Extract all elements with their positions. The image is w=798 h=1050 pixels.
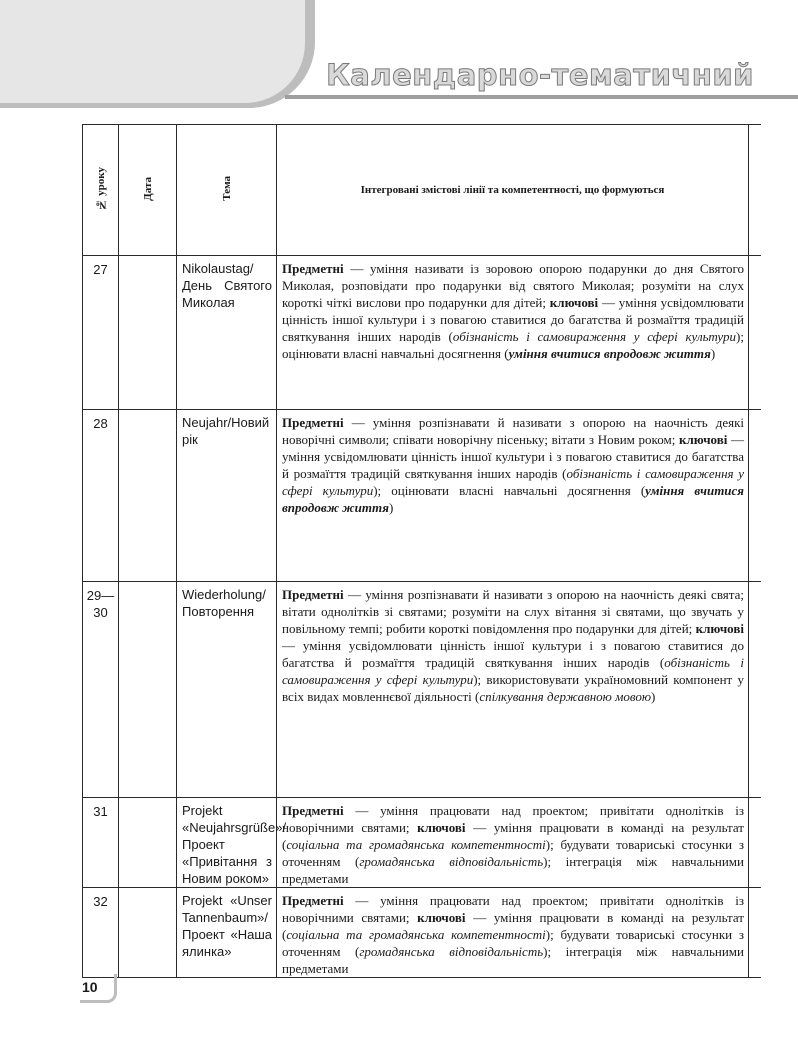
skill-term-bold: ключові xyxy=(417,820,466,835)
skill-term-bold: ключові xyxy=(678,432,728,447)
skill-text: ) xyxy=(651,689,656,704)
lesson-extra xyxy=(749,582,761,798)
skill-competence-italic: громадянська відповідальність xyxy=(359,944,544,959)
table-header-row xyxy=(83,125,761,256)
skill-text: — уміння розпізнавати й називати з опорою на наочність деякі новорічні символи; співати новорічну пісеньку; вітати з Новим роком; xyxy=(282,415,744,447)
lesson-extra xyxy=(749,410,761,582)
header-rule xyxy=(285,95,798,99)
lesson-date xyxy=(119,582,177,798)
lesson-date xyxy=(119,888,177,978)
lesson-number: 31 xyxy=(83,798,119,888)
skill-competence-italic: обізнаність і самовираження у сфері культури xyxy=(282,466,744,498)
column-header-extra xyxy=(749,125,761,256)
skill-text: ) xyxy=(710,346,716,361)
table-row xyxy=(83,582,761,798)
table-row xyxy=(83,410,761,582)
lesson-skills xyxy=(277,410,749,582)
lesson-skills xyxy=(277,256,749,410)
skill-term-bold: Предметні xyxy=(282,261,344,276)
skill-text: ); оцінювати власні навчальні досягнення ( xyxy=(282,329,744,361)
skill-competence-italic: обізнаність і самовираження у сфері культури xyxy=(282,655,744,687)
lesson-date xyxy=(119,798,177,888)
skill-term-bold: ключові xyxy=(417,910,466,925)
skill-text: ); будувати товариські стосунки з оточенням ( xyxy=(282,927,744,959)
lesson-skills xyxy=(277,582,749,798)
lesson-date xyxy=(119,410,177,582)
lesson-number: 29— 30 xyxy=(83,582,119,798)
lesson-topic: Projekt «Neujahrsgrüße»/ Проект «Привітання з Новим роком» xyxy=(177,798,277,888)
skill-term-bold: ключові xyxy=(695,621,744,636)
lesson-skills xyxy=(277,888,749,978)
lesson-number: 28 xyxy=(83,410,119,582)
skill-text: — уміння працювати в команді на результат ( xyxy=(282,820,744,852)
skill-competence-bold-italic: уміння вчитися впродовж життя xyxy=(282,483,745,515)
skill-text: ); оцінювати власні навчальні досягнення ( xyxy=(373,483,646,498)
lesson-extra xyxy=(749,888,761,978)
skill-text: ); використовувати україномовний компонент у всіх видах мовленнєвої діяльності ( xyxy=(282,672,745,704)
column-header-date: Дата xyxy=(119,125,177,256)
skill-competence-italic: соціальна та громадянська компетентності xyxy=(286,927,546,942)
skill-competence-italic: обізнаність і самовираження у сфері культури xyxy=(452,329,737,344)
skill-text: — уміння усвідомлювати цінність іншої культури і з повагою ставитися до багатства й розмаїття традицій святкування інших народів ( xyxy=(282,638,744,670)
skill-term-bold: Предметні xyxy=(282,803,344,818)
skill-text: — уміння працювати над проектом; привітати однолітків із новорічними святами; xyxy=(282,803,744,835)
skill-text: ) xyxy=(388,500,394,515)
lesson-date xyxy=(119,256,177,410)
skill-text: — уміння усвідомлювати цінність іншої культури і з повагою ставитися до багатства й розмаїття традицій святкування інших народів ( xyxy=(282,432,744,481)
skill-competence-italic: соціальна та громадянська компетентності xyxy=(286,837,546,852)
page-title: Календарно-тематичний xyxy=(326,58,754,92)
skill-text: — уміння усвідомлювати цінність іншої культури і з повагою ставитися до багатства й розмаїття традицій святкування інших народів ( xyxy=(282,295,744,344)
lesson-extra xyxy=(749,256,761,410)
skill-term-bold: ключові xyxy=(549,295,599,310)
skill-competence-italic: громадянська відповідальність xyxy=(359,854,544,869)
header-tab xyxy=(0,0,305,103)
column-header-topic: Тема xyxy=(177,125,277,256)
skill-term-bold: Предметні xyxy=(282,415,344,430)
table-row xyxy=(83,888,761,978)
lesson-extra xyxy=(749,798,761,888)
skill-text: — уміння називати із зоровою опорою подарунки до дня Святого Миколая, розповідати про подарунки від святого Миколая; розуміти на слух короткі чіткі вислови про подарунки для дітей; xyxy=(282,261,744,310)
lesson-topic: Neujahr/Новий рік xyxy=(177,410,277,582)
lesson-topic: Nikolaustag/ День Святого Миколая xyxy=(177,256,277,410)
skill-text: — уміння працювати над проектом; привітати однолітків із новорічними святами; xyxy=(282,893,744,925)
table-row xyxy=(83,798,761,888)
skill-text: — уміння працювати в команді на результат ( xyxy=(282,910,744,942)
table-row xyxy=(83,256,761,410)
skill-competence-bold-italic: уміння вчитися впродовж життя xyxy=(508,346,711,361)
lesson-topic: Wiederholung/ Повторення xyxy=(177,582,277,798)
skill-text: ); інтеграція між навчальними предметами xyxy=(282,854,744,886)
skill-competence-italic: спілкування державною мовою xyxy=(479,689,652,704)
skill-text: — уміння розпізнавати й називати з опорою на наочність деякі свята; вітати однолітків зі святами; розуміти на слух вітання зі святами, що звучать у повільному темпі; робити короткі повідомлення про подарунки для дітей; xyxy=(282,587,744,636)
skill-term-bold: Предметні xyxy=(282,587,344,602)
skill-text: ); інтеграція між навчальними предметами xyxy=(282,944,744,976)
skill-text: ); будувати товариські стосунки з оточенням ( xyxy=(282,837,744,869)
skill-term-bold: Предметні xyxy=(282,893,344,908)
column-header-number: № уроку xyxy=(83,125,119,256)
lesson-plan-table xyxy=(82,124,761,978)
lesson-topic: Projekt «Unser Tannenbaum»/ Проект «Наша ялинка» xyxy=(177,888,277,978)
lesson-skills xyxy=(277,798,749,888)
page-number: 10 xyxy=(82,979,98,995)
lesson-number: 27 xyxy=(83,256,119,410)
column-header-skills: Інтегровані змістові лінії та компетентності, що формуються xyxy=(277,125,749,256)
lesson-number: 32 xyxy=(83,888,119,978)
